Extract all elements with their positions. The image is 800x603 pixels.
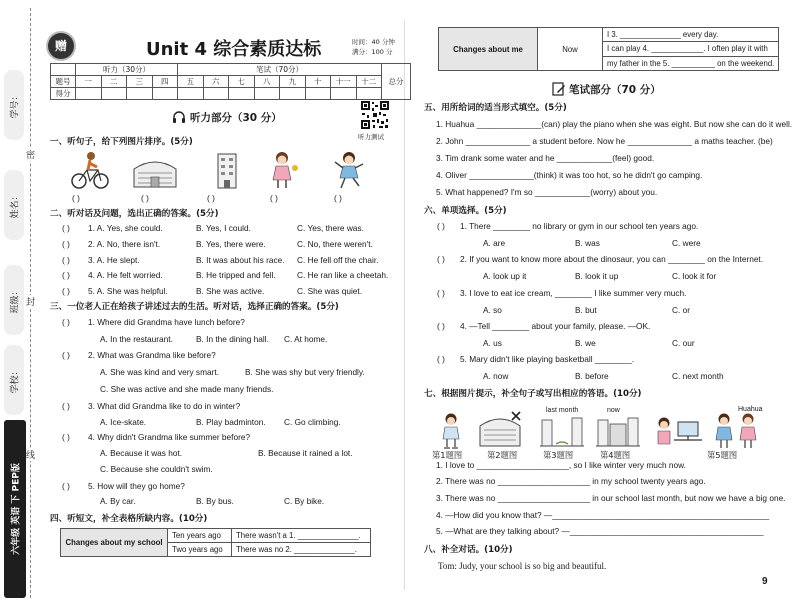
me-changes-table [438,27,779,71]
option-a: A. now [483,371,509,381]
option-c: C. He fell off the chair. [297,255,379,265]
score-cell [280,88,306,100]
option-b: B. She was active. [196,286,265,296]
option-c: C. By bike. [284,496,325,506]
score-cell [127,88,153,100]
section-3-title: 三、一位老人正在给孩子讲述过去的生活。听对话，选择正确的答案。(5分) [50,302,339,312]
listening-heading: 听力部分（30 分） [190,112,282,124]
question-text: 3. What did Grandma like to do in winter? [88,401,241,411]
table-blank-cell: my father in the 5. __________ on the weekend. [603,56,779,70]
section-6-title: 六、单项选择。(5分) [424,206,507,216]
full-score: 满分：100 分 [352,48,393,56]
option-a: 5. A. She was helpful. [88,286,168,296]
sentence-line: 1. I love to ____________________, so I like winter very much now. [436,460,686,470]
score-table-number: 三 [127,76,153,88]
seal-mark-feng: 封 [25,295,36,308]
option-c: C. Yes, there was. [297,223,364,233]
option-b: B. was [575,238,600,248]
writing-heading: 笔试部分（70 分） [569,84,661,96]
option-c: C. or [672,305,690,315]
option-b: B. Play badminton. [196,417,266,427]
fill-blank-line: 4. Oliver ______________(think) it was too hot, so he didn't go camping. [436,170,703,180]
question-text: 4. —Tell ________ about your family, please. —OK. [460,321,651,331]
option-b: B. She was shy but very friendly. [245,367,365,377]
option-a: 1. A. Yes, she could. [88,223,163,233]
dialogue-line: Tom: Judy, your school is so big and beautiful. [438,561,607,571]
option-b: B. Because it rained a lot. [258,448,353,458]
answer-paren: ( ) [62,239,70,249]
section-1-title: 一、听句子，给下列图片排序。(5分) [50,137,193,147]
option-a: A. us [483,338,502,348]
table-topic: Changes about my school [61,529,168,557]
fill-blank-line: 1. Huahua ______________(can) play the piano when she was eight. But now she can do it well. [436,119,793,129]
score-table [50,63,411,100]
score-table-number: 一 [76,76,102,88]
fill-blank-line: 3. Tim drank some water and he ____________(feel) good. [436,153,655,163]
score-table-number: 十一 [331,76,357,88]
picture-answer-paren: ( ) [207,193,215,203]
sentence-line: 2. There was no ____________________ in my school twenty years ago. [436,476,706,486]
score-cell [178,88,204,100]
grade-badge [4,420,26,598]
table-time-cell: Two years ago [168,543,232,557]
empty-lot-picture [540,414,584,448]
table-blank-cell: There wasn't a 1. ______________. [232,529,371,543]
picture-answer-paren: ( ) [334,193,342,203]
gym-crossed-out-picture [478,410,522,448]
answer-paren: ( ) [437,221,445,231]
option-c: C. Go climbing. [284,417,341,427]
sentence-line: 3. There was no ____________________ in our school last month, but now we have a big one. [436,493,786,503]
option-a: A. so [483,305,502,315]
fill-blank-line: 2. John ______________ a student before. Now he ______________ a maths teacher. (be) [436,136,773,146]
answer-paren: ( ) [62,401,70,411]
option-c: C. were [672,238,701,248]
picture-answer-paren: ( ) [141,193,149,203]
score-table-number: 五 [178,76,204,88]
answer-paren: ( ) [437,288,445,298]
option-c: C. our [672,338,695,348]
score-table-number-label: 题号 [51,76,76,88]
section-8-title: 八、补全对话。(10分) [424,545,513,555]
score-table-total: 总分 [382,64,411,100]
score-cell [152,88,178,100]
section-4-title: 四、听短文，补全表格所缺内容。(10分) [50,514,208,524]
score-cell [203,88,229,100]
class-label [4,265,24,335]
score-cell [356,88,382,100]
score-table-number: 十二 [356,76,382,88]
section-2-title: 二、听对话及问题，选出正确的答案。(5分) [50,209,219,219]
computer-desk-picture [654,414,704,450]
gym-building-picture [132,155,178,189]
option-b: B. but [575,305,597,315]
score-cell [305,88,331,100]
question-text: 5. How will they go home? [88,481,185,491]
option-c: C. look it for [672,271,717,281]
score-cell [254,88,280,100]
answer-paren: ( ) [62,481,70,491]
option-a: 2. A. No, there isn't. [88,239,161,249]
question-text: 1. There ________ no library or gym in our school ten years ago. [460,221,699,231]
option-b: B. It was about his race. [196,255,285,265]
answer-paren: ( ) [62,286,70,296]
answer-paren: ( ) [62,223,70,233]
picture-label: 第4题图 [600,450,631,460]
answer-paren: ( ) [437,254,445,264]
answer-paren: ( ) [62,317,70,327]
caption-last-month: last month [546,407,579,414]
score-table-number: 二 [101,76,127,88]
option-a: A. She was kind and very smart. [100,367,219,377]
school-text: 学校： [10,366,21,394]
picture-label: 第3题图 [543,450,574,460]
caption-huahua: Huahua [738,406,763,413]
score-table-listening-header: 听力（30分） [76,64,178,76]
table-time-cell: Now [538,28,603,71]
option-a: 4. A. He felt worried. [88,270,163,280]
option-b: B. we [575,338,596,348]
score-table-number: 十 [305,76,331,88]
grade-badge-text: 六年级 英语 下 PEP版 [11,463,22,555]
option-b: B. look it up [575,271,619,281]
score-cell [76,88,102,100]
option-a: A. are [483,238,506,248]
score-table-writing-header: 笔试（70分） [178,64,382,76]
tall-building-picture [212,150,242,190]
fill-blank-line: 5. What happened? I'm so ____________(worry) about you. [436,187,658,197]
student-number-label [4,70,24,140]
score-cell [101,88,127,100]
option-b: B. Yes, I could. [196,223,251,233]
option-a: A. Ice-skate. [100,417,147,427]
option-a: A. By car. [100,496,136,506]
option-c: C. She was quiet. [297,286,363,296]
score-table-number: 四 [152,76,178,88]
table-time-cell: Ten years ago [168,529,232,543]
option-a: A. look up it [483,271,527,281]
option-a: 3. A. He slept. [88,255,140,265]
option-b: B. By bus. [196,496,234,506]
class-text: 班级： [10,286,21,314]
pencil-icon [552,82,566,96]
qr-label: 听力测试 [358,133,384,141]
answer-paren: ( ) [62,270,70,280]
gift-badge: 赠 [48,33,74,59]
option-c: C. next month [672,371,724,381]
sentence-line: 4. —How did you know that? —_______________________________________________ [436,510,770,520]
picture-label: 第5题图 [707,450,738,460]
score-table-number: 六 [203,76,229,88]
picture-label: 第1题图 [432,450,463,460]
seal-mark-mi: 密 [25,148,36,161]
student-number-text: 学号： [10,91,21,119]
caption-now: now [607,407,620,414]
name-label [4,170,24,240]
answer-paren: ( ) [62,255,70,265]
girl-with-flowers-picture [268,150,300,190]
two-kids-talking-picture [712,410,762,450]
option-b: B. In the dining hall. [196,334,269,344]
score-cell [229,88,255,100]
option-b: B. before [575,371,609,381]
page-title: Unit 4 综合素质达标 [146,39,322,60]
question-text: 3. I love to eat ice cream, ________ I like summer very much. [460,288,687,298]
answer-paren: ( ) [62,432,70,442]
score-table-number: 九 [280,76,306,88]
section-7-title: 七、根据图片提示，补全句子或写出相应的答语。(10分) [424,389,642,399]
question-text: 5. Mary didn't like playing basketball ________. [460,354,635,364]
boy-riding-bike-picture [70,150,110,190]
exam-time: 时间：40 分钟 [352,38,395,46]
table-blank-cell: I can play 4. ____________. I often play it with [603,42,779,56]
option-c: C. She was active and she made many friends. [100,384,274,394]
question-text: 1. Where did Grandma have lunch before? [88,317,245,327]
score-table-score-label: 得分 [51,88,76,100]
option-b: B. Yes, there were. [196,239,266,249]
option-b: B. He tripped and fell. [196,270,276,280]
girl-ice-skating-picture [436,412,466,450]
picture-answer-paren: ( ) [270,193,278,203]
option-a: A. In the restaurant. [100,334,173,344]
page-number: 9 [762,576,768,587]
seal-mark-xian: 线 [25,448,36,461]
question-text: 4. Why didn't Grandma like summer before? [88,432,251,442]
column-divider [404,20,405,590]
qr-code-icon [360,100,390,130]
option-c: C. He ran like a cheetah. [297,270,389,280]
table-blank-cell: I 3. ______________ every day. [603,28,779,42]
question-text: 2. If you want to know more about the dinosaur, you can ________ on the Internet. [460,254,764,264]
table-blank-cell: There was no 2. ______________. [232,543,371,557]
binding-strip [0,0,40,603]
name-text: 姓名： [10,191,21,219]
sentence-line: 5. —What are they talking about? —__________________________________________ [436,526,764,536]
school-label [4,345,24,415]
question-text: 2. What was Grandma like before? [88,350,216,360]
school-changes-table [60,528,371,557]
score-table-number: 七 [229,76,255,88]
table-topic: Changes about me [439,28,538,71]
score-table-number: 八 [254,76,280,88]
answer-paren: ( ) [437,321,445,331]
answer-paren: ( ) [437,354,445,364]
new-building-picture [596,414,640,448]
option-c: C. Because she couldn't swim. [100,464,213,474]
headphones-icon [172,110,186,124]
girl-dancing-picture [333,150,365,190]
answer-paren: ( ) [62,350,70,360]
score-cell [331,88,357,100]
section-5-title: 五、用所给词的适当形式填空。(5分) [424,103,567,113]
option-c: C. No, there weren't. [297,239,373,249]
option-c: C. At home. [284,334,328,344]
picture-answer-paren: ( ) [72,193,80,203]
option-a: A. Because it was hot. [100,448,183,458]
picture-label: 第2题图 [487,450,518,460]
score-table-corner [51,64,76,76]
